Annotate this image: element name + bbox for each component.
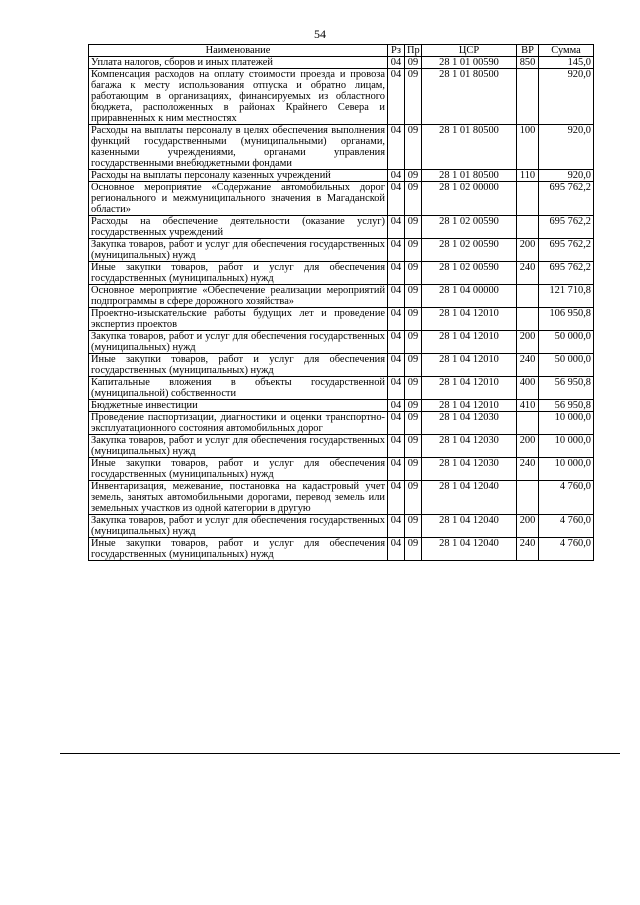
row-sum: 56 950,8 <box>539 400 594 412</box>
row-vr <box>517 412 539 435</box>
row-sum: 145,0 <box>539 57 594 69</box>
row-rz: 04 <box>388 481 405 515</box>
row-name: Основное мероприятие «Содержание автомобильных дорог регионального и межмуниципального значения в Магаданской области» <box>89 182 388 216</box>
row-sum: 56 950,8 <box>539 377 594 400</box>
row-csr: 28 1 04 00000 <box>422 285 517 308</box>
row-name: Иные закупки товаров, работ и услуг для обеспечения государственных (муниципальных) нужд <box>89 458 388 481</box>
row-vr: 400 <box>517 377 539 400</box>
row-name: Бюджетные инвестиции <box>89 400 388 412</box>
row-pr: 09 <box>405 182 422 216</box>
row-csr: 28 1 02 00590 <box>422 239 517 262</box>
row-name: Инвентаризация, межевание, постановка на кадастровый учет земель, занятых автомобильными дорогами, перевод земель или земельных участков из одной категории в другую <box>89 481 388 515</box>
row-vr <box>517 182 539 216</box>
table-row <box>89 400 594 412</box>
row-name: Компенсация расходов на оплату стоимости проезда и провоза багажа к месту использования отпуска и обратно лицам, работающим в организациях, финансируемых из областного бюджета, расположенных в районах Крайнего Севера и приравненных к ним местностях <box>89 69 388 125</box>
row-pr: 09 <box>405 239 422 262</box>
row-name: Расходы на выплаты персоналу казенных учреждений <box>89 170 388 182</box>
row-pr: 09 <box>405 262 422 285</box>
row-csr: 28 1 01 00590 <box>422 57 517 69</box>
footer-divider <box>60 753 620 754</box>
table-row <box>89 216 594 239</box>
row-csr: 28 1 04 12030 <box>422 412 517 435</box>
header-name: Наименование <box>89 45 388 57</box>
row-sum: 10 000,0 <box>539 458 594 481</box>
row-pr: 09 <box>405 435 422 458</box>
row-name: Уплата налогов, сборов и иных платежей <box>89 57 388 69</box>
row-vr: 240 <box>517 262 539 285</box>
row-csr: 28 1 04 12010 <box>422 331 517 354</box>
header-csr: ЦСР <box>422 45 517 57</box>
row-sum: 695 762,2 <box>539 239 594 262</box>
table-row <box>89 458 594 481</box>
row-name: Расходы на выплаты персоналу в целях обеспечения выполнения функций государственными (муниципальными) органами, казенными учреждениями, органами управления государственными внебюджетными фондами <box>89 125 388 170</box>
row-rz: 04 <box>388 435 405 458</box>
row-rz: 04 <box>388 285 405 308</box>
row-csr: 28 1 04 12010 <box>422 308 517 331</box>
row-rz: 04 <box>388 538 405 561</box>
row-csr: 28 1 04 12040 <box>422 481 517 515</box>
row-rz: 04 <box>388 331 405 354</box>
row-rz: 04 <box>388 458 405 481</box>
row-csr: 28 1 04 12030 <box>422 435 517 458</box>
row-pr: 09 <box>405 400 422 412</box>
header-vr: ВР <box>517 45 539 57</box>
row-sum: 4 760,0 <box>539 481 594 515</box>
row-pr: 09 <box>405 377 422 400</box>
row-rz: 04 <box>388 170 405 182</box>
row-rz: 04 <box>388 216 405 239</box>
row-vr: 100 <box>517 125 539 170</box>
row-rz: 04 <box>388 354 405 377</box>
row-rz: 04 <box>388 262 405 285</box>
row-vr: 200 <box>517 515 539 538</box>
row-rz: 04 <box>388 377 405 400</box>
header-rz: Рз <box>388 45 405 57</box>
row-pr: 09 <box>405 481 422 515</box>
header-sum: Сумма <box>539 45 594 57</box>
row-csr: 28 1 01 80500 <box>422 170 517 182</box>
row-csr: 28 1 04 12040 <box>422 538 517 561</box>
row-vr: 110 <box>517 170 539 182</box>
table-row <box>89 170 594 182</box>
row-name: Расходы на обеспечение деятельности (оказание услуг) государственных учреждений <box>89 216 388 239</box>
row-pr: 09 <box>405 515 422 538</box>
row-csr: 28 1 04 12010 <box>422 377 517 400</box>
table-row <box>89 354 594 377</box>
row-rz: 04 <box>388 69 405 125</box>
row-sum: 50 000,0 <box>539 331 594 354</box>
row-csr: 28 1 02 00000 <box>422 182 517 216</box>
row-name: Проектно-изыскательские работы будущих лет и проведение экспертиз проектов <box>89 308 388 331</box>
row-rz: 04 <box>388 515 405 538</box>
row-vr: 200 <box>517 239 539 262</box>
table-row <box>89 57 594 69</box>
row-sum: 695 762,2 <box>539 262 594 285</box>
table-row <box>89 239 594 262</box>
row-name: Проведение паспортизации, диагностики и оценки транспортно-эксплуатационного состояния автомобильных дорог <box>89 412 388 435</box>
table-row <box>89 412 594 435</box>
row-csr: 28 1 02 00590 <box>422 216 517 239</box>
row-sum: 50 000,0 <box>539 354 594 377</box>
row-pr: 09 <box>405 69 422 125</box>
row-vr: 240 <box>517 538 539 561</box>
row-vr <box>517 69 539 125</box>
page-number: 54 <box>314 27 326 41</box>
row-name: Иные закупки товаров, работ и услуг для обеспечения государственных (муниципальных) нужд <box>89 538 388 561</box>
row-pr: 09 <box>405 412 422 435</box>
row-rz: 04 <box>388 182 405 216</box>
row-vr <box>517 308 539 331</box>
row-vr <box>517 216 539 239</box>
row-name: Закупка товаров, работ и услуг для обеспечения государственных (муниципальных) нужд <box>89 435 388 458</box>
row-vr: 200 <box>517 435 539 458</box>
table-row <box>89 331 594 354</box>
row-rz: 04 <box>388 308 405 331</box>
row-pr: 09 <box>405 354 422 377</box>
row-sum: 920,0 <box>539 125 594 170</box>
row-name: Капитальные вложения в объекты государственной (муниципальной) собственности <box>89 377 388 400</box>
row-name: Закупка товаров, работ и услуг для обеспечения государственных (муниципальных) нужд <box>89 331 388 354</box>
table-row <box>89 435 594 458</box>
row-name: Иные закупки товаров, работ и услуг для обеспечения государственных (муниципальных) нужд <box>89 262 388 285</box>
row-sum: 695 762,2 <box>539 216 594 239</box>
row-rz: 04 <box>388 57 405 69</box>
row-vr: 850 <box>517 57 539 69</box>
row-pr: 09 <box>405 308 422 331</box>
table-row <box>89 515 594 538</box>
row-csr: 28 1 04 12030 <box>422 458 517 481</box>
row-sum: 920,0 <box>539 69 594 125</box>
row-name: Иные закупки товаров, работ и услуг для обеспечения государственных (муниципальных) нужд <box>89 354 388 377</box>
row-name: Основное мероприятие «Обеспечение реализации мероприятий подпрограммы в сфере дорожного хозяйства» <box>89 285 388 308</box>
row-sum: 10 000,0 <box>539 435 594 458</box>
row-vr <box>517 285 539 308</box>
header-pr: Пр <box>405 45 422 57</box>
row-csr: 28 1 01 80500 <box>422 69 517 125</box>
table-header-row <box>89 45 594 57</box>
row-sum: 10 000,0 <box>539 412 594 435</box>
row-pr: 09 <box>405 538 422 561</box>
table-row <box>89 538 594 561</box>
row-rz: 04 <box>388 239 405 262</box>
row-pr: 09 <box>405 331 422 354</box>
row-vr: 240 <box>517 458 539 481</box>
row-sum: 695 762,2 <box>539 182 594 216</box>
row-sum: 4 760,0 <box>539 538 594 561</box>
row-rz: 04 <box>388 400 405 412</box>
table-row <box>89 285 594 308</box>
row-vr: 410 <box>517 400 539 412</box>
budget-table <box>88 44 594 561</box>
table-row <box>89 125 594 170</box>
row-rz: 04 <box>388 412 405 435</box>
row-csr: 28 1 04 12010 <box>422 400 517 412</box>
row-pr: 09 <box>405 170 422 182</box>
row-vr: 200 <box>517 331 539 354</box>
table-row <box>89 182 594 216</box>
row-name: Закупка товаров, работ и услуг для обеспечения государственных (муниципальных) нужд <box>89 515 388 538</box>
row-sum: 121 710,8 <box>539 285 594 308</box>
row-pr: 09 <box>405 125 422 170</box>
row-sum: 4 760,0 <box>539 515 594 538</box>
table-row <box>89 481 594 515</box>
row-sum: 106 950,8 <box>539 308 594 331</box>
row-pr: 09 <box>405 285 422 308</box>
table-row <box>89 69 594 125</box>
row-rz: 04 <box>388 125 405 170</box>
row-csr: 28 1 01 80500 <box>422 125 517 170</box>
row-pr: 09 <box>405 57 422 69</box>
row-pr: 09 <box>405 458 422 481</box>
row-csr: 28 1 02 00590 <box>422 262 517 285</box>
table-row <box>89 262 594 285</box>
row-csr: 28 1 04 12040 <box>422 515 517 538</box>
row-sum: 920,0 <box>539 170 594 182</box>
row-vr: 240 <box>517 354 539 377</box>
row-name: Закупка товаров, работ и услуг для обеспечения государственных (муниципальных) нужд <box>89 239 388 262</box>
row-pr: 09 <box>405 216 422 239</box>
table-row <box>89 377 594 400</box>
row-vr <box>517 481 539 515</box>
row-csr: 28 1 04 12010 <box>422 354 517 377</box>
table-row <box>89 308 594 331</box>
